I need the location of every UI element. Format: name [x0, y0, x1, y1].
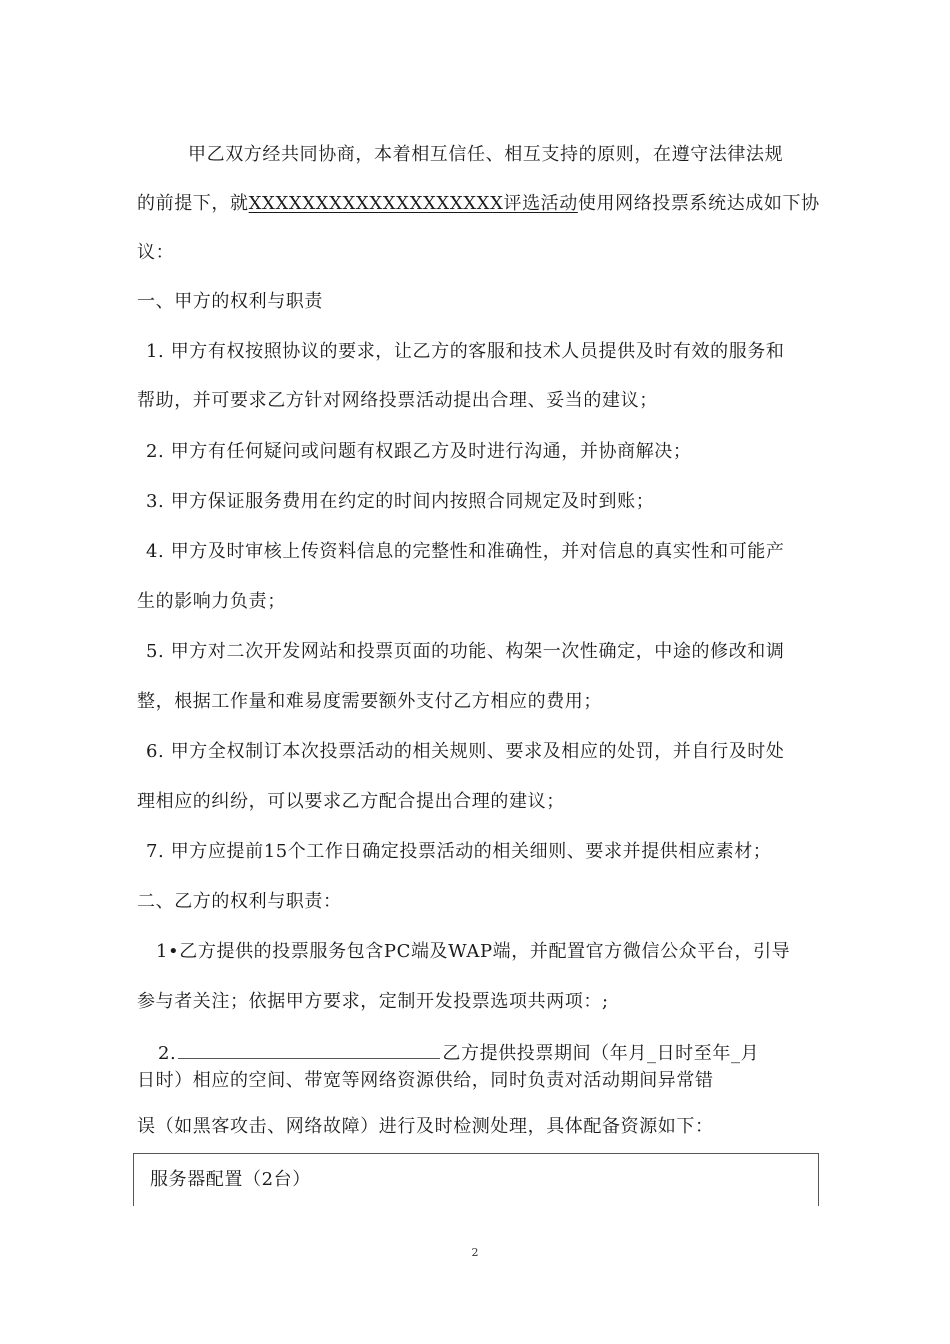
s2-item-1-line-b: 参与者关注；依据甲方要求，定制开发投票选项共两项：;	[137, 991, 609, 1012]
fill-in-blank	[178, 1040, 440, 1059]
s1-item-1-line-a: 1. 甲方有权按照协议的要求，让乙方的客服和技术人员提供及时有效的服务和	[146, 341, 785, 362]
s1-item-3: 3. 甲方保证服务费用在约定的时间内按照合同规定及时到账；	[146, 491, 655, 512]
server-config-table	[133, 1153, 819, 1206]
s1-item-6-line-a: 6. 甲方全权制订本次投票活动的相关规则、要求及相应的处罚，并自行及时处	[146, 741, 785, 762]
s1-item-5-line-a: 5. 甲方对二次开发网站和投票页面的功能、构架一次性确定，中途的修改和调	[146, 641, 785, 662]
s2-item-2-line-b: 日时）相应的空间、带宽等网络资源供给，同时负责对活动期间异常错	[137, 1070, 714, 1091]
s1-item-4-line-a: 4. 甲方及时审核上传资料信息的完整性和准确性，并对信息的真实性和可能产	[146, 541, 785, 562]
s1-item-5-line-b: 整，根据工作量和难易度需要额外支付乙方相应的费用；	[137, 691, 602, 712]
section-2-title: 二、乙方的权利与职责：	[137, 891, 342, 912]
s1-item-7: 7. 甲方应提前15个工作日确定投票活动的相关细则、要求并提供相应素材；	[146, 841, 772, 862]
page-number: 2	[471, 1246, 479, 1259]
s1-item-6-line-b: 理相应的纠纷，可以要求乙方配合提出合理的建议；	[137, 791, 565, 812]
table-header-cell: 服务器配置（2台）	[150, 1169, 311, 1190]
intro-line-1: 甲乙双方经共同协商，本着相互信任、相互支持的原则，在遵守法律法规	[188, 144, 784, 165]
s2-item-2-line-a	[158, 1040, 759, 1066]
s2-item-2-line-c: 误（如黑客攻击、网络故障）进行及时检测处理，具体配备资源如下：	[137, 1116, 714, 1137]
s1-item-4-line-b: 生的影响力负责；	[137, 591, 286, 612]
s2-item-1-line-a: 1•乙方提供的投票服务包含PC端及WAP端，并配置官方微信公众平台，引导	[156, 941, 791, 962]
intro-line-2	[137, 192, 820, 216]
s1-item-2: 2. 甲方有任何疑问或问题有权跟乙方及时进行沟通，并协商解决；	[146, 441, 692, 462]
intro-line-2-post: 使用网络投票系统达成如下协	[577, 193, 820, 214]
intro-line-3: 议：	[137, 242, 175, 263]
activity-name-underlined: XXXXXXXXXXXXXXXXXXX评选活动	[248, 193, 578, 214]
s1-item-1-line-b: 帮助，并可要求乙方针对网络投票活动提出合理、妥当的建议；	[137, 390, 658, 411]
s2-item-2-number: 2.	[158, 1043, 177, 1064]
s2-item-2-line-a-text: 乙方提供投票期间（年月_日时至年_月	[442, 1043, 760, 1064]
intro-line-2-pre: 的前提下，就	[137, 193, 249, 214]
section-1-title: 一、甲方的权利与职责	[137, 291, 323, 312]
